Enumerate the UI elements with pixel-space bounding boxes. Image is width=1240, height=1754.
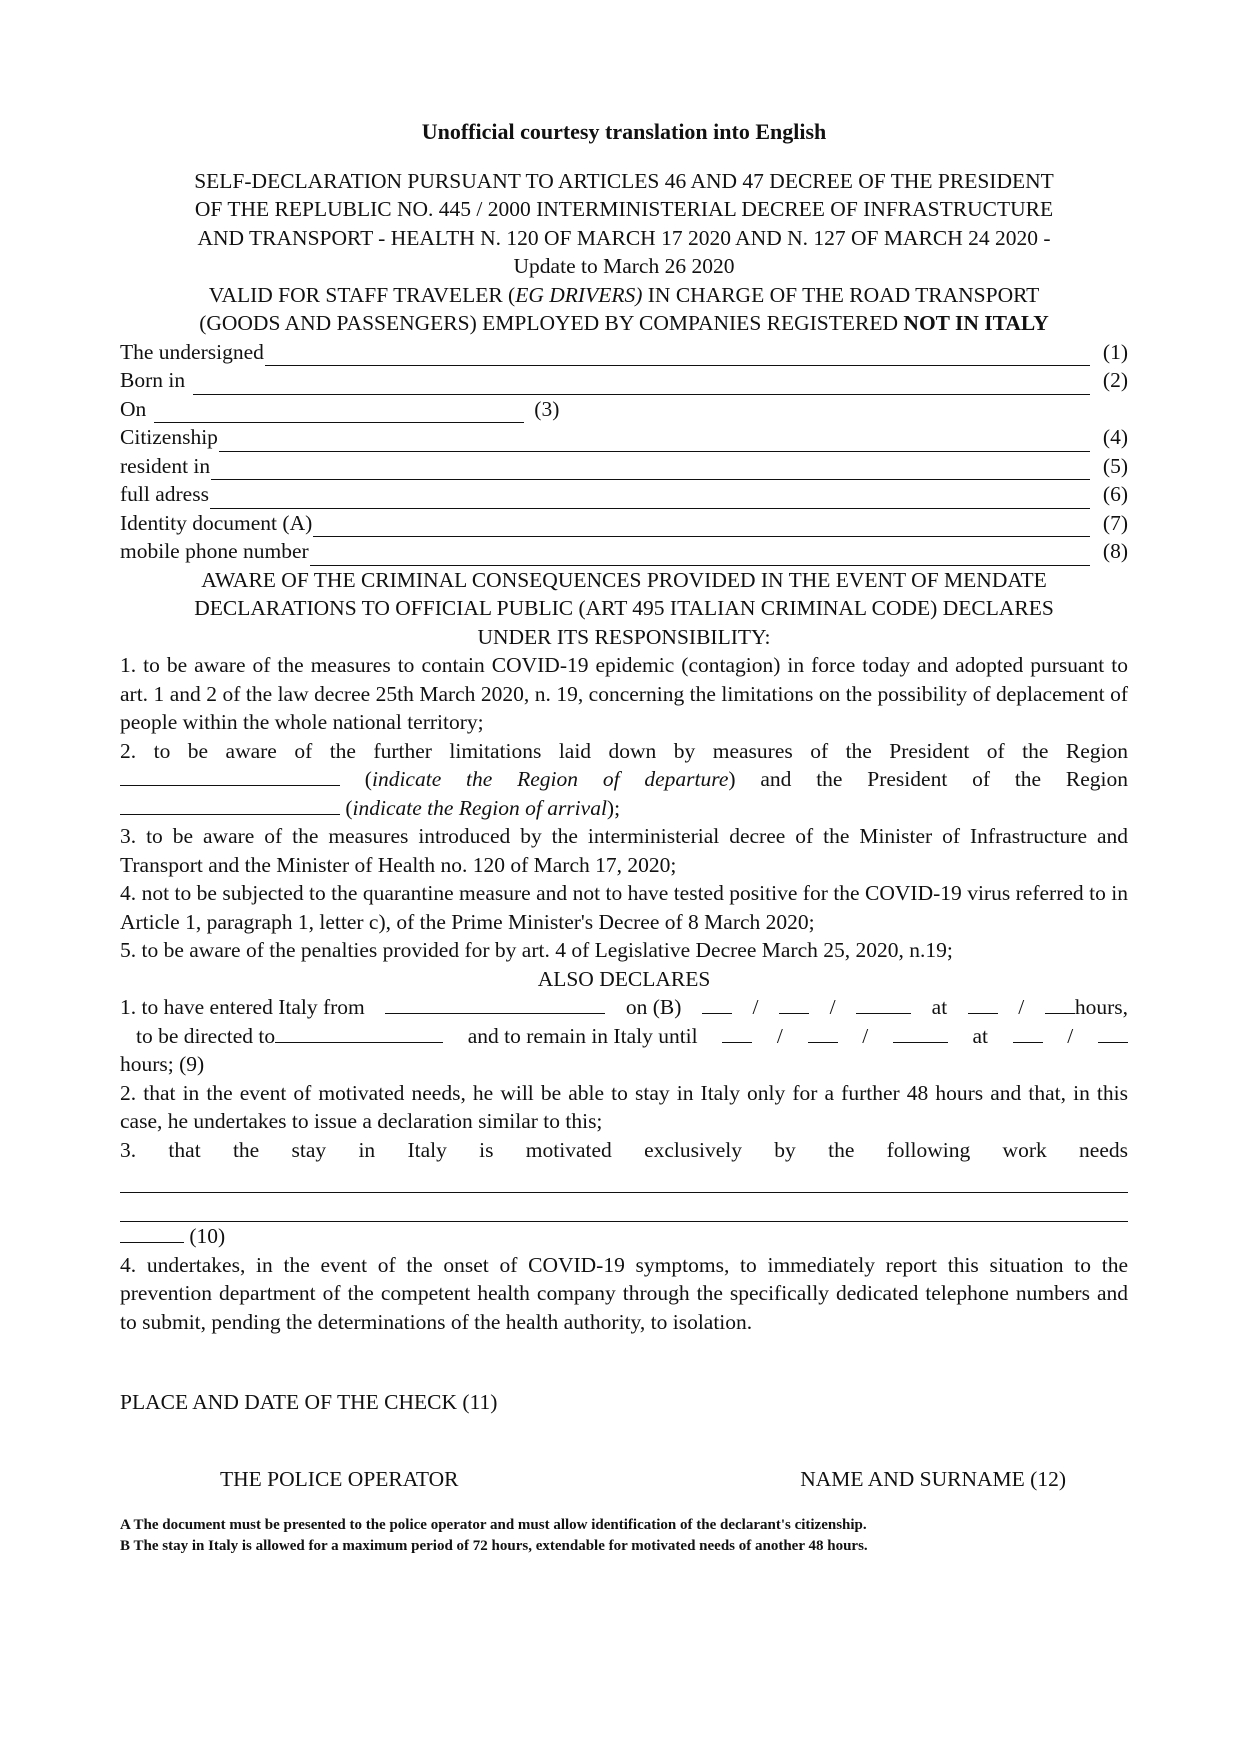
field-born-in <box>120 366 1128 395</box>
work-needs-input-line[interactable] <box>120 1164 1128 1193</box>
arrival-region-hint: indicate the Region of arrival <box>352 795 607 820</box>
field-label: Citizenship <box>120 425 218 449</box>
field-number: (10) <box>189 1224 226 1248</box>
field-number: (8) <box>1102 539 1128 563</box>
departure-region-hint: indicate the Region of departure <box>371 767 729 791</box>
footnotes <box>120 1515 1128 1557</box>
field-resident-in <box>120 452 1128 481</box>
date-separator: / <box>829 995 836 1019</box>
date-separator: / <box>862 1023 869 1048</box>
field-number: (5) <box>1102 453 1128 478</box>
aware-line: UNDER ITS RESPONSIBILITY: <box>477 624 771 649</box>
work-needs-end <box>120 1222 1128 1251</box>
field-citizenship <box>120 423 1128 452</box>
personal-fields <box>120 338 1128 566</box>
mobile-phone-input-line[interactable] <box>310 544 1090 566</box>
field-full-address <box>120 480 1128 509</box>
aware-line: DECLARATIONS TO OFFICIAL PUBLIC (ART 495 ITALIAN CRIMINAL CODE) DECLARES <box>194 596 1054 620</box>
field-undersigned <box>120 338 1128 367</box>
field-number: (7) <box>1102 510 1128 535</box>
field-number: (6) <box>1102 482 1128 506</box>
until-hour-input[interactable] <box>1013 1022 1043 1043</box>
entry-text: 1. to have entered Italy from <box>120 995 365 1019</box>
header-line: SELF-DECLARATION PURSUANT TO ARTICLES 46 AND 47 DECREE OF THE PRESIDENT <box>194 168 1054 193</box>
header-line <box>120 309 1128 338</box>
header-line: OF THE REPLUBLIC NO. 445 / 2000 INTERMINISTERIAL DECREE OF INFRASTRUCTURE <box>194 197 1054 221</box>
declaration-2-text: 2. to be aware of the further limitations laid down by measures of the President of the Region <box>120 738 1128 763</box>
footnote-a: A The document must be presented to the police operator and must allow identification of the declarant's citizenship. <box>120 1517 867 1533</box>
entry-text: to be directed to <box>136 1023 276 1048</box>
entry-text: at <box>972 1023 988 1048</box>
departure-region-input-line[interactable] <box>120 765 340 786</box>
also-declaration-2: 2. that in the event of motivated needs, he will be able to stay in Italy only for a further 48 hours and that, in this case, he undertakes to issue a declaration similar to this; <box>120 1080 1128 1133</box>
field-label: The undersigned <box>120 339 264 364</box>
entry-month-input[interactable] <box>779 993 809 1014</box>
also-declaration-3: 3. that the stay in Italy is motivated exclusively by the following work needs <box>120 1137 1128 1162</box>
work-needs-input-line[interactable] <box>120 1193 1128 1222</box>
field-number: (3) <box>534 396 560 421</box>
header-text: (GOODS AND PASSENGERS) EMPLOYED BY COMPANIES REGISTERED <box>199 311 904 335</box>
until-day-input[interactable] <box>722 1022 752 1043</box>
signature-row <box>120 1465 1128 1494</box>
directed-to-input-line[interactable] <box>275 1022 443 1043</box>
entry-line <box>120 993 1128 1022</box>
until-month-input[interactable] <box>808 1022 838 1043</box>
aware-line: AWARE OF THE CRIMINAL CONSEQUENCES PROVIDED IN THE EVENT OF MENDATE <box>201 567 1047 592</box>
header-italic: EG DRIVERS) <box>515 282 643 307</box>
field-label: Identity document (A) <box>120 510 313 535</box>
entry-text: hours; (9) <box>120 1052 205 1076</box>
entry-day-input[interactable] <box>702 993 732 1014</box>
name-surname-label: NAME AND SURNAME (12) <box>800 1466 1066 1491</box>
field-label: resident in <box>120 453 211 478</box>
entry-text: on (B) <box>625 995 682 1019</box>
footnote-b: B The stay in Italy is allowed for a maximum period of 72 hours, extendable for motivated needs of another 48 hours. <box>120 1538 868 1554</box>
field-number: (4) <box>1102 425 1128 449</box>
declaration-4: 4. not to be subjected to the quarantine measure and not to have tested positive for the COVID-19 virus referred to in Article 1, paragraph 1, letter c), of the Prime Minister's Decree of 8 March 2020; <box>120 881 1128 934</box>
date-separator: / <box>776 1023 783 1048</box>
resident-in-input-line[interactable] <box>211 458 1090 480</box>
field-number: (2) <box>1102 368 1128 392</box>
destination-line <box>120 1022 1128 1051</box>
declaration-5: 5. to be aware of the penalties provided for by art. 4 of Legislative Decree March 25, 2020, n.19; <box>120 938 953 962</box>
field-number: (1) <box>1102 339 1128 364</box>
field-label: Born in <box>120 368 186 392</box>
declaration-1: 1. to be aware of the measures to contain COVID-19 epidemic (contagion) in force today and adopted pursuant to art. 1 and 2 of the law decree 25th March 2020, n. 19, concerning the limitations on the possibility of deplacement of people within the whole national territory; <box>120 653 1128 734</box>
time-separator: / <box>1067 1023 1074 1048</box>
entry-text: and to remain in Italy until <box>467 1023 698 1048</box>
until-year-input[interactable] <box>893 1022 948 1043</box>
declaration-2: 2. to be aware of the further limitations laid down by measures of the President of the Region (indicate the Region of departure) and the President of the Region (indicate the Region of arrival); <box>120 738 1128 820</box>
declaration-2-text: ); <box>606 795 621 820</box>
entry-text: at <box>931 995 948 1019</box>
entry-hour-input[interactable] <box>968 993 998 1014</box>
born-in-input-line[interactable] <box>193 373 1090 395</box>
header-text: IN CHARGE OF THE ROAD TRANSPORT <box>642 282 1040 307</box>
declaration-header <box>120 167 1128 338</box>
full-address-input-line[interactable] <box>210 487 1090 509</box>
citizenship-input-line[interactable] <box>219 430 1090 452</box>
field-mobile-phone <box>120 537 1128 566</box>
also-declaration-4: 4. undertakes, in the event of the onset of COVID-19 symptoms, to immediately report this situation to the prevention department of the competent health company through the specifically dedicated telephone numbers and to submit, pending the determinations of the health authority, to isolation. <box>120 1252 1128 1334</box>
work-needs-input-short[interactable] <box>120 1222 184 1243</box>
page-title: Unofficial courtesy translation into English <box>421 119 827 144</box>
entry-year-input[interactable] <box>856 993 911 1014</box>
field-identity-document <box>120 509 1128 538</box>
police-operator-label: THE POLICE OPERATOR <box>220 1466 459 1491</box>
header-line: Update to March 26 2020 <box>513 254 735 278</box>
field-label: full adress <box>120 482 209 506</box>
entry-minute-input[interactable] <box>1045 993 1075 1014</box>
declaration-2-text: ) and the President of the Region <box>728 767 1128 791</box>
field-label: On <box>120 396 147 421</box>
also-declares-heading: ALSO DECLARES <box>537 966 711 991</box>
declaration-3: 3. to be aware of the measures introduced by the interministerial decree of the Minister of Infrastructure and Transport and the Minister of Health no. 120 of March 17, 2020; <box>120 824 1128 877</box>
field-label: mobile phone number <box>120 539 309 563</box>
place-date-label: PLACE AND DATE OF THE CHECK (11) <box>120 1390 498 1414</box>
entered-from-input-line[interactable] <box>385 993 605 1014</box>
entry-text: hours, <box>1074 995 1128 1019</box>
aware-statement <box>120 566 1128 652</box>
header-text: VALID FOR STAFF TRAVELER ( <box>208 282 516 307</box>
until-minute-input[interactable] <box>1098 1022 1128 1043</box>
identity-document-input-line[interactable] <box>313 515 1090 537</box>
time-separator: / <box>1018 995 1025 1019</box>
arrival-region-input-line[interactable] <box>120 794 340 815</box>
header-line <box>120 281 1128 310</box>
date-separator: / <box>752 995 759 1019</box>
field-on <box>120 395 1128 424</box>
header-bold: NOT IN ITALY <box>903 311 1049 335</box>
undersigned-input-line[interactable] <box>265 344 1090 366</box>
on-date-input-line[interactable] <box>154 401 524 423</box>
document-content <box>120 118 1128 1557</box>
header-line: AND TRANSPORT - HEALTH N. 120 OF MARCH 17 2020 AND N. 127 OF MARCH 24 2020 - <box>197 225 1051 250</box>
also-declaration-1 <box>120 993 1128 1079</box>
